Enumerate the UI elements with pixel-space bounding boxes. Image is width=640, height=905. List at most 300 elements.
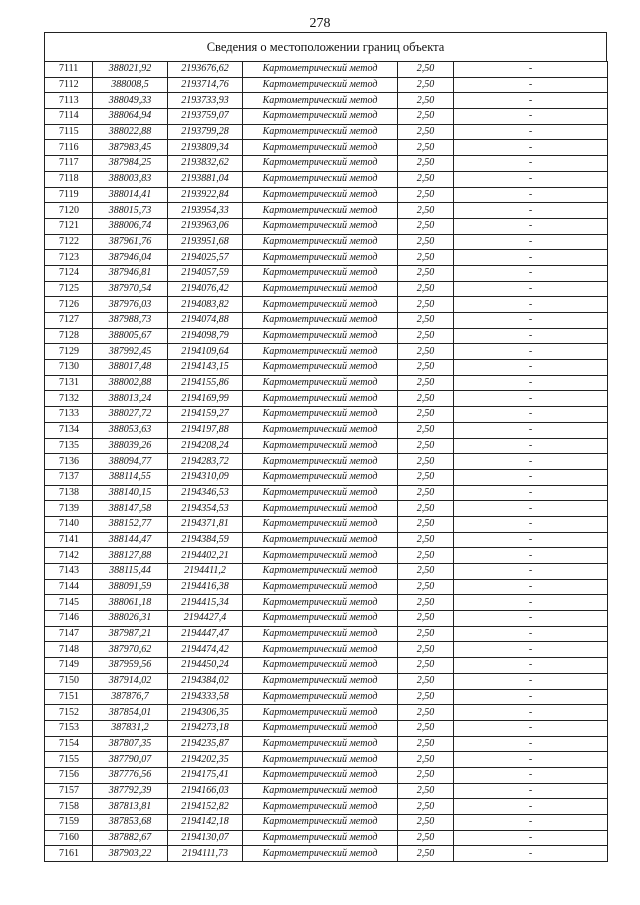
method-cell: Картометрический метод bbox=[243, 328, 398, 344]
method-cell: Картометрический метод bbox=[243, 516, 398, 532]
method-cell: Картометрический метод bbox=[243, 391, 398, 407]
accuracy-cell: 2,50 bbox=[398, 815, 454, 831]
point-number-cell: 7120 bbox=[45, 203, 93, 219]
method-cell: Картометрический метод bbox=[243, 234, 398, 250]
point-number-cell: 7132 bbox=[45, 391, 93, 407]
description-cell: - bbox=[454, 783, 608, 799]
accuracy-cell: 2,50 bbox=[398, 720, 454, 736]
method-cell: Картометрический метод bbox=[243, 77, 398, 93]
accuracy-cell: 2,50 bbox=[398, 783, 454, 799]
method-cell: Картометрический метод bbox=[243, 642, 398, 658]
accuracy-cell: 2,50 bbox=[398, 187, 454, 203]
point-number-cell: 7143 bbox=[45, 564, 93, 580]
y-coordinate-cell: 2193922,84 bbox=[168, 187, 243, 203]
x-coordinate-cell: 387946,81 bbox=[93, 265, 168, 281]
method-cell: Картометрический метод bbox=[243, 171, 398, 187]
accuracy-cell: 2,50 bbox=[398, 234, 454, 250]
section-title: Сведения о местоположении границ объекта bbox=[44, 32, 607, 61]
x-coordinate-cell: 387976,03 bbox=[93, 297, 168, 313]
method-cell: Картометрический метод bbox=[243, 689, 398, 705]
x-coordinate-cell: 387790,07 bbox=[93, 752, 168, 768]
description-cell: - bbox=[454, 516, 608, 532]
method-cell: Картометрический метод bbox=[243, 626, 398, 642]
y-coordinate-cell: 2194155,86 bbox=[168, 375, 243, 391]
point-number-cell: 7124 bbox=[45, 265, 93, 281]
description-cell: - bbox=[454, 532, 608, 548]
x-coordinate-cell: 388049,33 bbox=[93, 93, 168, 109]
table-row bbox=[45, 187, 608, 203]
x-coordinate-cell: 387854,01 bbox=[93, 705, 168, 721]
description-cell: - bbox=[454, 187, 608, 203]
accuracy-cell: 2,50 bbox=[398, 265, 454, 281]
y-coordinate-cell: 2193951,68 bbox=[168, 234, 243, 250]
y-coordinate-cell: 2194083,82 bbox=[168, 297, 243, 313]
point-number-cell: 7118 bbox=[45, 171, 93, 187]
accuracy-cell: 2,50 bbox=[398, 454, 454, 470]
description-cell: - bbox=[454, 375, 608, 391]
accuracy-cell: 2,50 bbox=[398, 689, 454, 705]
description-cell: - bbox=[454, 720, 608, 736]
y-coordinate-cell: 2194111,73 bbox=[168, 846, 243, 862]
table-row bbox=[45, 438, 608, 454]
description-cell: - bbox=[454, 564, 608, 580]
description-cell: - bbox=[454, 626, 608, 642]
point-number-cell: 7137 bbox=[45, 469, 93, 485]
y-coordinate-cell: 2193759,07 bbox=[168, 109, 243, 125]
method-cell: Картометрический метод bbox=[243, 720, 398, 736]
description-cell: - bbox=[454, 203, 608, 219]
point-number-cell: 7147 bbox=[45, 626, 93, 642]
method-cell: Картометрический метод bbox=[243, 595, 398, 611]
x-coordinate-cell: 388053,63 bbox=[93, 422, 168, 438]
accuracy-cell: 2,50 bbox=[398, 438, 454, 454]
y-coordinate-cell: 2194130,07 bbox=[168, 830, 243, 846]
table-row bbox=[45, 375, 608, 391]
table-row bbox=[45, 77, 608, 93]
description-cell: - bbox=[454, 673, 608, 689]
accuracy-cell: 2,50 bbox=[398, 140, 454, 156]
method-cell: Картометрический метод bbox=[243, 564, 398, 580]
y-coordinate-cell: 2194306,35 bbox=[168, 705, 243, 721]
description-cell: - bbox=[454, 469, 608, 485]
description-cell: - bbox=[454, 595, 608, 611]
description-cell: - bbox=[454, 344, 608, 360]
y-coordinate-cell: 2194415,34 bbox=[168, 595, 243, 611]
description-cell: - bbox=[454, 815, 608, 831]
point-number-cell: 7114 bbox=[45, 109, 93, 125]
x-coordinate-cell: 388115,44 bbox=[93, 564, 168, 580]
x-coordinate-cell: 388061,18 bbox=[93, 595, 168, 611]
method-cell: Картометрический метод bbox=[243, 830, 398, 846]
method-cell: Картометрический метод bbox=[243, 767, 398, 783]
x-coordinate-cell: 388039,26 bbox=[93, 438, 168, 454]
y-coordinate-cell: 2193733,93 bbox=[168, 93, 243, 109]
x-coordinate-cell: 388027,72 bbox=[93, 407, 168, 423]
description-cell: - bbox=[454, 642, 608, 658]
table-row bbox=[45, 579, 608, 595]
accuracy-cell: 2,50 bbox=[398, 171, 454, 187]
table-row bbox=[45, 532, 608, 548]
table-row bbox=[45, 516, 608, 532]
description-cell: - bbox=[454, 124, 608, 140]
table-row bbox=[45, 360, 608, 376]
point-number-cell: 7119 bbox=[45, 187, 93, 203]
point-number-cell: 7129 bbox=[45, 344, 93, 360]
y-coordinate-cell: 2194235,87 bbox=[168, 736, 243, 752]
y-coordinate-cell: 2194346,53 bbox=[168, 485, 243, 501]
description-cell: - bbox=[454, 752, 608, 768]
table-row bbox=[45, 720, 608, 736]
x-coordinate-cell: 387988,73 bbox=[93, 313, 168, 329]
table-row bbox=[45, 140, 608, 156]
description-cell: - bbox=[454, 799, 608, 815]
y-coordinate-cell: 2194354,53 bbox=[168, 501, 243, 517]
description-cell: - bbox=[454, 485, 608, 501]
method-cell: Картометрический метод bbox=[243, 187, 398, 203]
method-cell: Картометрический метод bbox=[243, 815, 398, 831]
point-number-cell: 7133 bbox=[45, 407, 93, 423]
y-coordinate-cell: 2194175,41 bbox=[168, 767, 243, 783]
description-cell: - bbox=[454, 360, 608, 376]
point-number-cell: 7148 bbox=[45, 642, 93, 658]
description-cell: - bbox=[454, 501, 608, 517]
x-coordinate-cell: 388017,48 bbox=[93, 360, 168, 376]
y-coordinate-cell: 2194416,38 bbox=[168, 579, 243, 595]
accuracy-cell: 2,50 bbox=[398, 830, 454, 846]
x-coordinate-cell: 387970,54 bbox=[93, 281, 168, 297]
method-cell: Картометрический метод bbox=[243, 156, 398, 172]
point-number-cell: 7113 bbox=[45, 93, 93, 109]
point-number-cell: 7144 bbox=[45, 579, 93, 595]
accuracy-cell: 2,50 bbox=[398, 799, 454, 815]
y-coordinate-cell: 2194159,27 bbox=[168, 407, 243, 423]
description-cell: - bbox=[454, 830, 608, 846]
description-cell: - bbox=[454, 109, 608, 125]
y-coordinate-cell: 2194169,99 bbox=[168, 391, 243, 407]
method-cell: Картометрический метод bbox=[243, 375, 398, 391]
method-cell: Картометрический метод bbox=[243, 579, 398, 595]
table-row bbox=[45, 93, 608, 109]
description-cell: - bbox=[454, 611, 608, 627]
table-row bbox=[45, 454, 608, 470]
description-cell: - bbox=[454, 93, 608, 109]
description-cell: - bbox=[454, 234, 608, 250]
point-number-cell: 7121 bbox=[45, 218, 93, 234]
point-number-cell: 7123 bbox=[45, 250, 93, 266]
point-number-cell: 7158 bbox=[45, 799, 93, 815]
y-coordinate-cell: 2193963,06 bbox=[168, 218, 243, 234]
point-number-cell: 7112 bbox=[45, 77, 93, 93]
y-coordinate-cell: 2194333,58 bbox=[168, 689, 243, 705]
point-number-cell: 7136 bbox=[45, 454, 93, 470]
accuracy-cell: 2,50 bbox=[398, 344, 454, 360]
y-coordinate-cell: 2194098,79 bbox=[168, 328, 243, 344]
y-coordinate-cell: 2194283,72 bbox=[168, 454, 243, 470]
description-cell: - bbox=[454, 140, 608, 156]
method-cell: Картометрический метод bbox=[243, 548, 398, 564]
point-number-cell: 7128 bbox=[45, 328, 93, 344]
point-number-cell: 7116 bbox=[45, 140, 93, 156]
description-cell: - bbox=[454, 767, 608, 783]
y-coordinate-cell: 2194208,24 bbox=[168, 438, 243, 454]
y-coordinate-cell: 2194197,88 bbox=[168, 422, 243, 438]
method-cell: Картометрический метод bbox=[243, 532, 398, 548]
point-number-cell: 7141 bbox=[45, 532, 93, 548]
accuracy-cell: 2,50 bbox=[398, 109, 454, 125]
x-coordinate-cell: 388091,59 bbox=[93, 579, 168, 595]
method-cell: Картометрический метод bbox=[243, 360, 398, 376]
point-number-cell: 7146 bbox=[45, 611, 93, 627]
table-row bbox=[45, 830, 608, 846]
x-coordinate-cell: 387903,22 bbox=[93, 846, 168, 862]
y-coordinate-cell: 2194076,42 bbox=[168, 281, 243, 297]
x-coordinate-cell: 388008,5 bbox=[93, 77, 168, 93]
accuracy-cell: 2,50 bbox=[398, 77, 454, 93]
table-row bbox=[45, 62, 608, 78]
accuracy-cell: 2,50 bbox=[398, 752, 454, 768]
method-cell: Картометрический метод bbox=[243, 611, 398, 627]
point-number-cell: 7145 bbox=[45, 595, 93, 611]
x-coordinate-cell: 388064,94 bbox=[93, 109, 168, 125]
method-cell: Картометрический метод bbox=[243, 673, 398, 689]
accuracy-cell: 2,50 bbox=[398, 611, 454, 627]
point-number-cell: 7156 bbox=[45, 767, 93, 783]
table-row bbox=[45, 156, 608, 172]
x-coordinate-cell: 388026,31 bbox=[93, 611, 168, 627]
x-coordinate-cell: 387882,67 bbox=[93, 830, 168, 846]
y-coordinate-cell: 2194152,82 bbox=[168, 799, 243, 815]
x-coordinate-cell: 387853,68 bbox=[93, 815, 168, 831]
point-number-cell: 7126 bbox=[45, 297, 93, 313]
accuracy-cell: 2,50 bbox=[398, 328, 454, 344]
method-cell: Картометрический метод bbox=[243, 485, 398, 501]
y-coordinate-cell: 2194384,59 bbox=[168, 532, 243, 548]
table-row bbox=[45, 548, 608, 564]
accuracy-cell: 2,50 bbox=[398, 422, 454, 438]
method-cell: Картометрический метод bbox=[243, 250, 398, 266]
point-number-cell: 7161 bbox=[45, 846, 93, 862]
y-coordinate-cell: 2194142,18 bbox=[168, 815, 243, 831]
accuracy-cell: 2,50 bbox=[398, 93, 454, 109]
method-cell: Картометрический метод bbox=[243, 469, 398, 485]
x-coordinate-cell: 388013,24 bbox=[93, 391, 168, 407]
accuracy-cell: 2,50 bbox=[398, 673, 454, 689]
table-row bbox=[45, 752, 608, 768]
table-row bbox=[45, 783, 608, 799]
accuracy-cell: 2,50 bbox=[398, 360, 454, 376]
x-coordinate-cell: 388144,47 bbox=[93, 532, 168, 548]
method-cell: Картометрический метод bbox=[243, 109, 398, 125]
x-coordinate-cell: 388140,15 bbox=[93, 485, 168, 501]
point-number-cell: 7159 bbox=[45, 815, 93, 831]
method-cell: Картометрический метод bbox=[243, 140, 398, 156]
x-coordinate-cell: 388014,41 bbox=[93, 187, 168, 203]
method-cell: Картометрический метод bbox=[243, 124, 398, 140]
accuracy-cell: 2,50 bbox=[398, 313, 454, 329]
method-cell: Картометрический метод bbox=[243, 752, 398, 768]
table-row bbox=[45, 218, 608, 234]
y-coordinate-cell: 2194474,42 bbox=[168, 642, 243, 658]
description-cell: - bbox=[454, 313, 608, 329]
x-coordinate-cell: 388003,83 bbox=[93, 171, 168, 187]
table-row bbox=[45, 407, 608, 423]
description-cell: - bbox=[454, 250, 608, 266]
table-row bbox=[45, 767, 608, 783]
table-row bbox=[45, 297, 608, 313]
point-number-cell: 7134 bbox=[45, 422, 93, 438]
y-coordinate-cell: 2194427,4 bbox=[168, 611, 243, 627]
table-row bbox=[45, 611, 608, 627]
table-row bbox=[45, 815, 608, 831]
x-coordinate-cell: 387792,39 bbox=[93, 783, 168, 799]
table-row bbox=[45, 689, 608, 705]
description-cell: - bbox=[454, 438, 608, 454]
method-cell: Картометрический метод bbox=[243, 438, 398, 454]
method-cell: Картометрический метод bbox=[243, 422, 398, 438]
accuracy-cell: 2,50 bbox=[398, 281, 454, 297]
y-coordinate-cell: 2194411,2 bbox=[168, 564, 243, 580]
accuracy-cell: 2,50 bbox=[398, 767, 454, 783]
table-row bbox=[45, 658, 608, 674]
y-coordinate-cell: 2194166,03 bbox=[168, 783, 243, 799]
method-cell: Картометрический метод bbox=[243, 705, 398, 721]
y-coordinate-cell: 2194109,64 bbox=[168, 344, 243, 360]
table-row bbox=[45, 469, 608, 485]
accuracy-cell: 2,50 bbox=[398, 407, 454, 423]
accuracy-cell: 2,50 bbox=[398, 124, 454, 140]
point-number-cell: 7153 bbox=[45, 720, 93, 736]
table-row bbox=[45, 313, 608, 329]
x-coordinate-cell: 388005,67 bbox=[93, 328, 168, 344]
description-cell: - bbox=[454, 846, 608, 862]
x-coordinate-cell: 388147,58 bbox=[93, 501, 168, 517]
point-number-cell: 7149 bbox=[45, 658, 93, 674]
method-cell: Картометрический метод bbox=[243, 407, 398, 423]
x-coordinate-cell: 388015,73 bbox=[93, 203, 168, 219]
accuracy-cell: 2,50 bbox=[398, 626, 454, 642]
table-row bbox=[45, 799, 608, 815]
y-coordinate-cell: 2193799,28 bbox=[168, 124, 243, 140]
x-coordinate-cell: 387807,35 bbox=[93, 736, 168, 752]
coordinates-table bbox=[44, 61, 608, 862]
method-cell: Картометрический метод bbox=[243, 62, 398, 78]
accuracy-cell: 2,50 bbox=[398, 579, 454, 595]
y-coordinate-cell: 2194057,59 bbox=[168, 265, 243, 281]
table-row bbox=[45, 595, 608, 611]
x-coordinate-cell: 387959,56 bbox=[93, 658, 168, 674]
x-coordinate-cell: 387914,02 bbox=[93, 673, 168, 689]
table-row bbox=[45, 203, 608, 219]
point-number-cell: 7125 bbox=[45, 281, 93, 297]
description-cell: - bbox=[454, 391, 608, 407]
table-row bbox=[45, 626, 608, 642]
accuracy-cell: 2,50 bbox=[398, 595, 454, 611]
point-number-cell: 7142 bbox=[45, 548, 93, 564]
table-row bbox=[45, 422, 608, 438]
method-cell: Картометрический метод bbox=[243, 265, 398, 281]
description-cell: - bbox=[454, 454, 608, 470]
point-number-cell: 7150 bbox=[45, 673, 93, 689]
description-cell: - bbox=[454, 658, 608, 674]
y-coordinate-cell: 2193809,34 bbox=[168, 140, 243, 156]
x-coordinate-cell: 387983,45 bbox=[93, 140, 168, 156]
table-row bbox=[45, 109, 608, 125]
y-coordinate-cell: 2194202,35 bbox=[168, 752, 243, 768]
table-row bbox=[45, 250, 608, 266]
table-row bbox=[45, 564, 608, 580]
accuracy-cell: 2,50 bbox=[398, 250, 454, 266]
description-cell: - bbox=[454, 422, 608, 438]
table-row bbox=[45, 124, 608, 140]
table-row bbox=[45, 265, 608, 281]
x-coordinate-cell: 387831,2 bbox=[93, 720, 168, 736]
point-number-cell: 7157 bbox=[45, 783, 93, 799]
y-coordinate-cell: 2194074,88 bbox=[168, 313, 243, 329]
point-number-cell: 7117 bbox=[45, 156, 93, 172]
accuracy-cell: 2,50 bbox=[398, 62, 454, 78]
accuracy-cell: 2,50 bbox=[398, 705, 454, 721]
point-number-cell: 7152 bbox=[45, 705, 93, 721]
method-cell: Картометрический метод bbox=[243, 281, 398, 297]
description-cell: - bbox=[454, 579, 608, 595]
point-number-cell: 7138 bbox=[45, 485, 93, 501]
description-cell: - bbox=[454, 328, 608, 344]
table-row bbox=[45, 328, 608, 344]
method-cell: Картометрический метод bbox=[243, 297, 398, 313]
table-row bbox=[45, 344, 608, 360]
x-coordinate-cell: 388114,55 bbox=[93, 469, 168, 485]
y-coordinate-cell: 2194273,18 bbox=[168, 720, 243, 736]
boundary-sheet bbox=[44, 32, 607, 862]
y-coordinate-cell: 2193676,62 bbox=[168, 62, 243, 78]
x-coordinate-cell: 387970,62 bbox=[93, 642, 168, 658]
table-row bbox=[45, 485, 608, 501]
method-cell: Картометрический метод bbox=[243, 501, 398, 517]
accuracy-cell: 2,50 bbox=[398, 516, 454, 532]
description-cell: - bbox=[454, 171, 608, 187]
description-cell: - bbox=[454, 281, 608, 297]
y-coordinate-cell: 2194384,02 bbox=[168, 673, 243, 689]
method-cell: Картометрический метод bbox=[243, 93, 398, 109]
y-coordinate-cell: 2194310,09 bbox=[168, 469, 243, 485]
method-cell: Картометрический метод bbox=[243, 783, 398, 799]
accuracy-cell: 2,50 bbox=[398, 642, 454, 658]
accuracy-cell: 2,50 bbox=[398, 736, 454, 752]
page-number: 278 bbox=[309, 16, 331, 31]
point-number-cell: 7154 bbox=[45, 736, 93, 752]
accuracy-cell: 2,50 bbox=[398, 297, 454, 313]
table-row bbox=[45, 736, 608, 752]
table-row bbox=[45, 171, 608, 187]
accuracy-cell: 2,50 bbox=[398, 532, 454, 548]
table-row bbox=[45, 642, 608, 658]
accuracy-cell: 2,50 bbox=[398, 391, 454, 407]
point-number-cell: 7151 bbox=[45, 689, 93, 705]
accuracy-cell: 2,50 bbox=[398, 548, 454, 564]
table-row bbox=[45, 673, 608, 689]
description-cell: - bbox=[454, 689, 608, 705]
table-row bbox=[45, 705, 608, 721]
point-number-cell: 7115 bbox=[45, 124, 93, 140]
table-row bbox=[45, 281, 608, 297]
point-number-cell: 7130 bbox=[45, 360, 93, 376]
method-cell: Картометрический метод bbox=[243, 799, 398, 815]
x-coordinate-cell: 388002,88 bbox=[93, 375, 168, 391]
method-cell: Картометрический метод bbox=[243, 203, 398, 219]
y-coordinate-cell: 2194143,15 bbox=[168, 360, 243, 376]
x-coordinate-cell: 387984,25 bbox=[93, 156, 168, 172]
x-coordinate-cell: 387876,7 bbox=[93, 689, 168, 705]
